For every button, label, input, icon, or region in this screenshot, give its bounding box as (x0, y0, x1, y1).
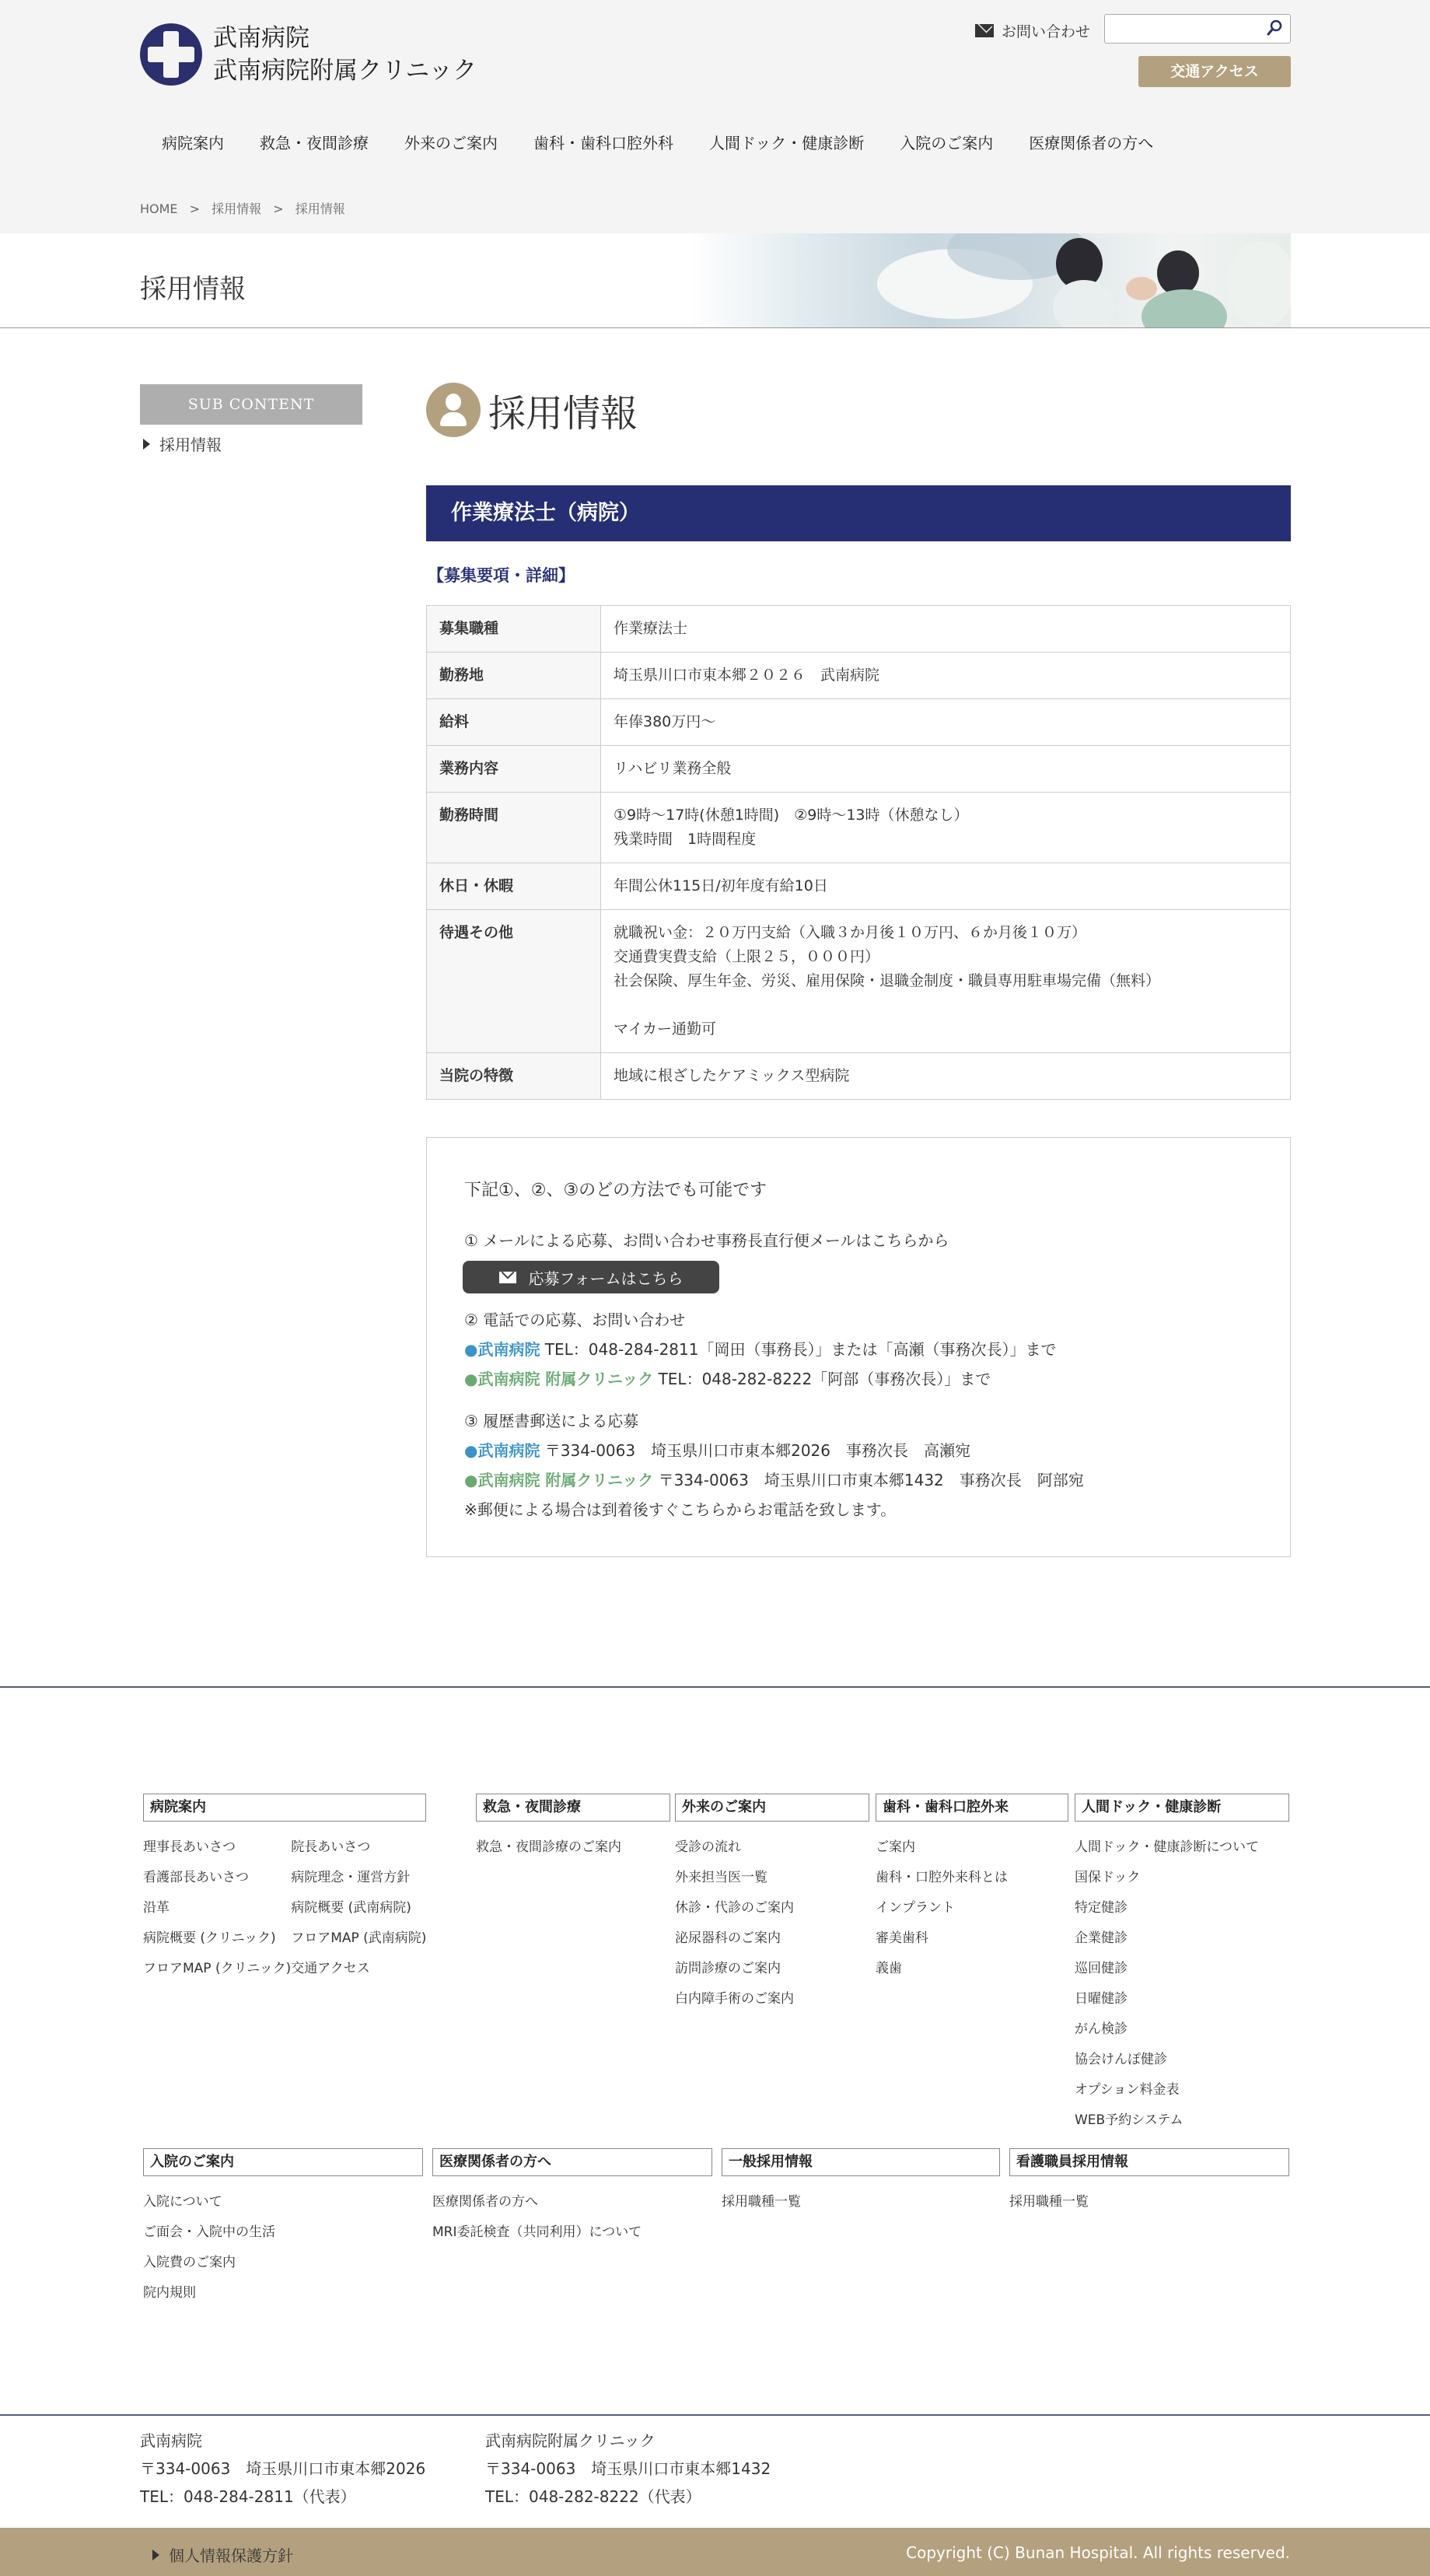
breadcrumb-home[interactable]: HOME (140, 201, 178, 216)
table-label: 待遇その他 (427, 910, 601, 1053)
footer-link[interactable]: 協会けんぽ健診 (1075, 2052, 1167, 2067)
sidebar-item-recruit[interactable] (143, 432, 222, 455)
footer-hospital-name: 武南病院 (140, 2431, 202, 2450)
recruit-subhead: 【募集要項・詳細】 (428, 566, 575, 585)
mail-hospital (464, 1438, 970, 1461)
site-header (0, 0, 1430, 233)
clinic-name: 武南病院 附属クリニック (477, 1370, 654, 1388)
table-label: 給料 (427, 699, 601, 746)
table-value (601, 910, 1291, 1053)
table-value-line: ①9時～17時(休憩1時間) ②9時～13時（休憩なし） (614, 807, 969, 824)
contact-link[interactable] (975, 20, 1090, 41)
table-label: 当院の特徴 (427, 1053, 601, 1100)
footer-col-heading[interactable]: 歯科・歯科口腔外来 (876, 1794, 1068, 1822)
footer-col-hospital (143, 1794, 426, 1984)
footer-link[interactable]: 歯科・口腔外来科とは (876, 1870, 1008, 1885)
mail-hospital-text: 〒334-0063 埼玉県川口市東本郷2026 事務次長 高瀬宛 (540, 1441, 970, 1460)
footer-link[interactable]: 院内規則 (143, 2285, 196, 2301)
table-value-line: 埼玉県川口市東本郷２０２６ 武南病院 (614, 667, 880, 684)
table-value (601, 1053, 1291, 1100)
hospital-name: 武南病院 (477, 1340, 540, 1359)
apply-form-button[interactable] (463, 1261, 719, 1293)
nav-dental[interactable]: 歯科・歯科口腔外科 (533, 134, 673, 152)
footer-col-admission (143, 2148, 423, 2308)
nav-medical-staff[interactable]: 医療関係者の方へ (1029, 134, 1154, 152)
nav-checkup[interactable]: 人間ドック・健康診断 (709, 134, 865, 152)
search-box (1104, 14, 1291, 44)
footer-link[interactable]: 国保ドック (1075, 1870, 1141, 1885)
footer-col-nurse-recruit (1009, 2148, 1289, 2217)
copyright: Copyright (C) Bunan Hospital. All rights reserved. (906, 2543, 1290, 2562)
bullet-dot: ● (464, 1471, 478, 1489)
logo-line-hospital: 武南病院 (213, 24, 309, 52)
nav-hospital-guide[interactable]: 病院案内 (162, 134, 224, 152)
page-heading (426, 383, 638, 437)
cross-logo-icon (140, 23, 202, 86)
table-row (427, 910, 1291, 1053)
nav-admission[interactable]: 入院のご案内 (900, 134, 994, 152)
privacy-policy-link[interactable] (152, 2543, 293, 2566)
footer-link[interactable]: WEB予約システム (1075, 2112, 1184, 2128)
footer-link[interactable]: 休診・代診のご案内 (675, 1900, 794, 1916)
table-row (427, 606, 1291, 653)
breadcrumb-recruit[interactable]: 採用情報 (212, 201, 262, 216)
table-label: 募集職種 (427, 606, 601, 653)
footer-link[interactable]: がん検診 (1075, 2021, 1128, 2037)
staff-photo (691, 233, 1291, 327)
footer-link[interactable]: 入院費のご案内 (143, 2255, 236, 2270)
table-row (427, 653, 1291, 699)
footer-link[interactable]: 医療関係者の方へ (432, 2194, 538, 2210)
footer-link[interactable]: フロアMAP (クリニック) (143, 1961, 292, 1976)
clinic-name: 武南病院 附属クリニック (477, 1471, 654, 1489)
breadcrumb-separator: > (273, 201, 284, 216)
footer-link[interactable]: 訪問診療のご案内 (675, 1961, 781, 1976)
footer-link[interactable]: オプション料金表 (1075, 2082, 1180, 2098)
mail-note: ※郵便による場合は到着後すぐこちらからお電話を致します。 (464, 1500, 897, 1519)
table-label: 勤務時間 (427, 793, 601, 863)
title-band (0, 233, 1430, 328)
footer-col-dental (876, 1794, 1068, 1984)
footer-clinic-tel: TEL：048-282-8222（代表） (485, 2487, 701, 2506)
footer-link[interactable]: 病院概要 (武南病院) (291, 1900, 411, 1916)
table-label: 業務内容 (427, 746, 601, 793)
access-button[interactable]: 交通アクセス (1138, 56, 1291, 87)
apply-method-mail: ③ 履歴書郵送による応募 (464, 1412, 639, 1430)
mail-clinic-text: 〒334-0063 埼玉県川口市東本郷1432 事務次長 阿部宛 (653, 1471, 1084, 1489)
footer-col-checkup (1075, 1794, 1289, 2136)
footer-link[interactable]: 救急・夜間診療のご案内 (476, 1839, 621, 1855)
footer-link[interactable]: 外来担当医一覧 (675, 1870, 767, 1885)
triangle-right-icon (143, 439, 150, 450)
table-value (601, 653, 1291, 699)
table-value-line: 就職祝い金：２０万円支給（入職３か月後１０万円、６か月後１０万） (614, 924, 1087, 941)
table-value-line: リハビリ業務全般 (614, 760, 732, 777)
footer-link[interactable]: 特定健診 (1075, 1900, 1128, 1916)
apply-method-email: ① メールによる応募、お問い合わせ事務長直行便メールはこちらから (464, 1231, 949, 1250)
table-row (427, 863, 1291, 910)
person-icon (426, 383, 481, 437)
footer-link[interactable]: インプラント (876, 1900, 955, 1916)
table-value (601, 606, 1291, 653)
footer-link[interactable]: 病院理念・運営方針 (291, 1870, 411, 1885)
footer-col-heading[interactable]: 人間ドック・健康診断 (1075, 1794, 1289, 1822)
table-value-line: 残業時間 1時間程度 (614, 831, 757, 848)
nav-outpatient[interactable]: 外来のご案内 (404, 134, 498, 152)
job-details-table (426, 605, 1291, 1100)
footer-col-heading[interactable]: 医療関係者の方へ (432, 2148, 712, 2176)
footer-link[interactable]: 巡回健診 (1075, 1961, 1128, 1976)
table-value-line: 地域に根ざしたケアミックス型病院 (614, 1067, 850, 1084)
table-row (427, 793, 1291, 863)
footer-hospital-address: 〒334-0063 埼玉県川口市東本郷2026 (140, 2459, 426, 2478)
logo-text (213, 22, 477, 87)
table-value-line (614, 993, 1278, 1017)
search-input[interactable] (1105, 15, 1253, 43)
table-value (601, 793, 1291, 863)
logo-line-clinic: 武南病院附属クリニック (213, 57, 477, 85)
footer-address-hospital (140, 2427, 425, 2511)
page-title: 採用情報 (488, 391, 638, 436)
footer-link[interactable]: 病院概要 (クリニック) (143, 1930, 276, 1946)
mail-icon (499, 1272, 516, 1283)
mail-clinic (464, 1468, 1084, 1490)
footer-col-heading[interactable]: 一般採用情報 (722, 2148, 1000, 2176)
mail-icon (975, 24, 994, 37)
footer-link[interactable]: 沿革 (143, 1900, 170, 1916)
apply-form-button-label: 応募フォームはこちら (528, 1269, 684, 1288)
footer-link[interactable]: 交通アクセス (291, 1961, 370, 1976)
footer-link[interactable]: フロアMAP (武南病院) (291, 1930, 427, 1946)
footer-divider (0, 1686, 1430, 1688)
table-value (601, 699, 1291, 746)
bullet-dot: ● (464, 1441, 478, 1460)
job-title: 作業療法士（病院） (426, 485, 1291, 541)
hospital-name: 武南病院 (477, 1441, 540, 1460)
footer-link[interactable]: 日曜健診 (1075, 1991, 1128, 2007)
global-nav (162, 131, 1189, 153)
phone-hospital (464, 1337, 1057, 1360)
footer-col-heading[interactable]: 病院案内 (143, 1794, 426, 1822)
phone-clinic-text: TEL：048-282-8222「阿部（事務次長）」まで (653, 1370, 991, 1388)
band-title: 採用情報 (140, 274, 246, 305)
footer-link[interactable]: 人間ドック・健康診断について (1075, 1839, 1259, 1855)
footer-link[interactable]: 看護部長あいさつ (143, 1870, 249, 1885)
footer-col-medical-staff (432, 2148, 712, 2248)
footer-link[interactable]: 白内障手術のご案内 (675, 1991, 794, 2007)
search-icon[interactable] (1267, 19, 1282, 37)
table-value-line: 社会保険、厚生年金、労災、雇用保険・退職金制度・職員専用駐車場完備（無料） (614, 972, 1161, 989)
table-value-line: 作業療法士 (614, 620, 688, 637)
breadcrumb (140, 199, 353, 217)
footer-col-emergency (476, 1794, 670, 1863)
footer-link[interactable]: 採用職種一覧 (722, 2194, 801, 2210)
table-value-line: 交通費実費支給（上限２５，０００円） (614, 948, 880, 965)
bullet-dot: ● (464, 1370, 478, 1388)
footer-hospital-tel: TEL：048-284-2811（代表） (140, 2487, 356, 2506)
footer-link[interactable]: 審美歯科 (876, 1930, 928, 1946)
table-row (427, 699, 1291, 746)
footer-link[interactable]: 泌尿器科のご案内 (675, 1930, 781, 1946)
privacy-policy-label: 個人情報保護方針 (169, 2546, 293, 2565)
footer-col-outpatient (675, 1794, 869, 2014)
table-value-line: 年間公休115日/初年度有給10日 (614, 877, 828, 894)
footer-col-general-recruit (722, 2148, 1000, 2217)
subcontent-header: SUB CONTENT (140, 384, 362, 425)
table-row (427, 1053, 1291, 1100)
footer-link[interactable]: ご面会・入院中の生活 (143, 2224, 275, 2240)
phone-hospital-text: TEL：048-284-2811「岡田（事務長）」または「高瀬（事務次長）」まで (540, 1340, 1057, 1359)
footer-col-heading[interactable]: 救急・夜間診療 (476, 1794, 670, 1822)
footer-link[interactable]: 理事長あいさつ (143, 1839, 236, 1855)
sidebar-item-label: 採用情報 (159, 436, 222, 454)
phone-clinic (464, 1367, 991, 1389)
footer-col-heading[interactable]: 入院のご案内 (143, 2148, 423, 2176)
table-label: 勤務地 (427, 653, 601, 699)
footer-col-heading[interactable]: 看護職員採用情報 (1009, 2148, 1289, 2176)
apply-method-phone: ② 電話での応募、お問い合わせ (464, 1311, 686, 1329)
footer-address-clinic (485, 2427, 771, 2511)
bullet-dot: ● (464, 1340, 478, 1359)
bottom-bar (0, 2528, 1430, 2576)
table-value (601, 746, 1291, 793)
footer-link[interactable]: MRI委託検査（共同利用）について (432, 2224, 642, 2240)
breadcrumb-separator: > (189, 201, 201, 216)
table-value-line: 年俸380万円～ (614, 713, 716, 730)
table-row (427, 746, 1291, 793)
footer-link[interactable]: 義歯 (876, 1961, 902, 1976)
nav-emergency[interactable]: 救急・夜間診療 (260, 134, 369, 152)
breadcrumb-current: 採用情報 (295, 201, 345, 216)
apply-intro: 下記①、②、③のどの方法でも可能です (464, 1181, 767, 1200)
application-box (426, 1137, 1291, 1557)
table-label: 休日・休暇 (427, 863, 601, 910)
triangle-right-icon (152, 2550, 159, 2560)
footer-col-heading[interactable]: 外来のご案内 (675, 1794, 869, 1822)
footer-clinic-name: 武南病院附属クリニック (485, 2431, 656, 2450)
footer-link[interactable]: 入院について (143, 2194, 222, 2210)
table-value-line: マイカー通勤可 (614, 1020, 717, 1038)
contact-label: お問い合わせ (1002, 23, 1091, 40)
table-value (601, 863, 1291, 910)
footer-link[interactable]: 院長あいさつ (291, 1839, 371, 1855)
site-logo[interactable] (140, 22, 477, 87)
footer-link[interactable]: 企業健診 (1075, 1930, 1128, 1946)
footer-clinic-address: 〒334-0063 埼玉県川口市東本郷1432 (485, 2459, 771, 2478)
footer-link[interactable]: ご案内 (876, 1839, 915, 1855)
footer-divider (0, 2414, 1430, 2416)
footer-link[interactable]: 受診の流れ (675, 1839, 741, 1855)
footer-link[interactable]: 採用職種一覧 (1009, 2194, 1089, 2210)
